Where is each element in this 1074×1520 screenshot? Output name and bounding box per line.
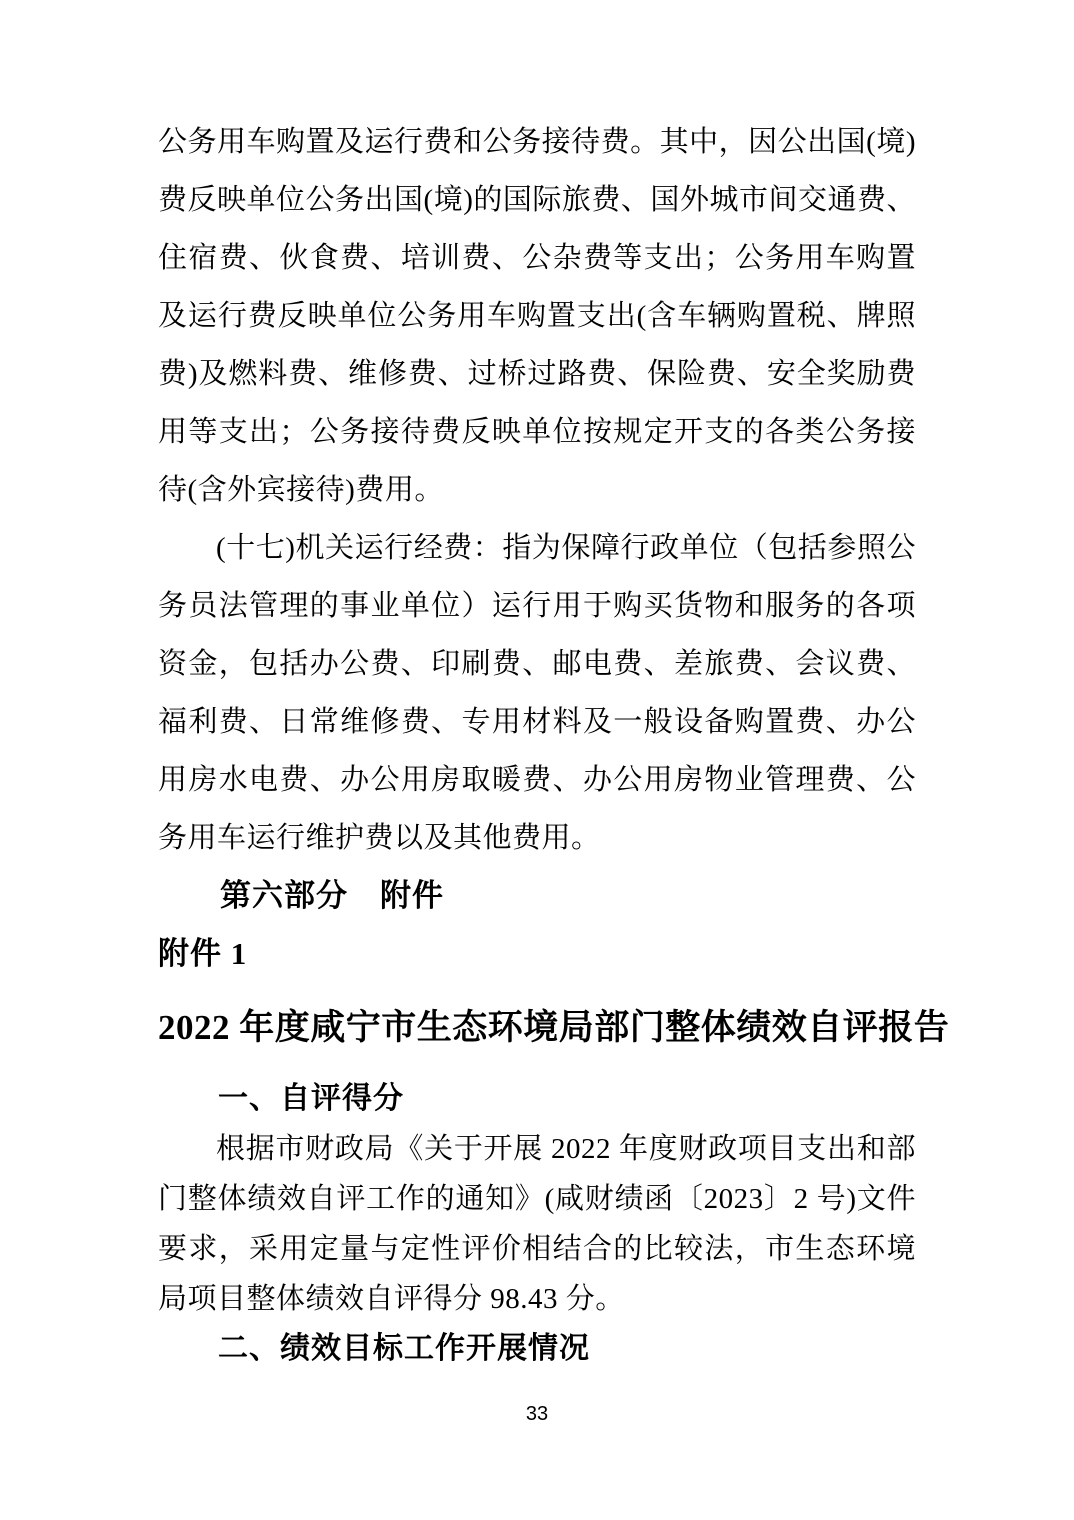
section1-heading: 一、自评得分 bbox=[218, 1082, 404, 1115]
section2-heading: 二、绩效目标工作开展情况 bbox=[218, 1332, 590, 1365]
paragraph-item17: (十七)机关运行经费：指为保障行政单位（包括参照公务员法管理的事业单位）运行用于购买货物和服务的各项资金，包括办公费、印刷费、邮电费、差旅费、会议费、福利费、日常维修费、专用材料及一般设备购置费、办公用房水电费、办公用房取暖费、办公用房物业管理费、公务用车运行维护费以及其他费用。 bbox=[158, 532, 916, 854]
part6-heading: 第六部分 附件 bbox=[220, 878, 444, 913]
report-title: 2022 年度咸宁市生态环境局部门整体绩效自评报告 bbox=[158, 1008, 950, 1047]
attachment-label: 附件 1 bbox=[158, 936, 248, 971]
page-number: 33 bbox=[525, 1403, 549, 1425]
section1-body: 根据市财政局《关于开展 2022 年度财政项目支出和部门整体绩效自评工作的通知》(咸财绩函〔2023〕2 号)文件要求，采用定量与定性评价相结合的比较法，市生态环境局项目整体绩效自评得分 98.43 分。 bbox=[158, 1133, 916, 1315]
paragraph-continuation: 公务用车购置及运行费和公务接待费。其中，因公出国(境)费反映单位公务出国(境)的国际旅费、国外城市间交通费、住宿费、伙食费、培训费、公杂费等支出；公务用车购置及运行费反映单位公务用车购置支出(含车辆购置税、牌照费)及燃料费、维修费、过桥过路费、保险费、安全奖励费用等支出；公务接待费反映单位按规定开支的各类公务接待(含外宾接待)费用。 bbox=[158, 126, 916, 506]
